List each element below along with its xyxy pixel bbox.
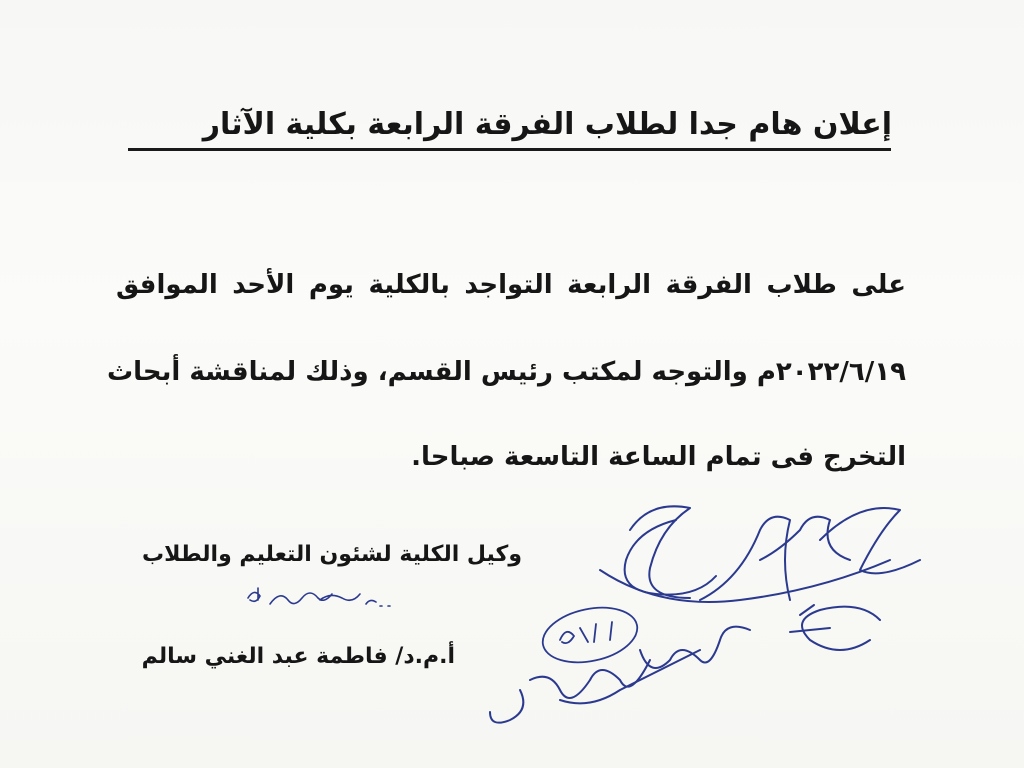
circled-date-mark [538,600,643,671]
signatory-role: وكيل الكلية لشئون التعليم والطلاب [142,542,522,567]
main-signature-scrawl [600,506,920,650]
title-underline [128,148,891,151]
lower-signature-scrawl [490,627,750,723]
body-line-2: ٢٠٢٢/٦/١٩م والتوجه لمكتب رئيس القسم، وذلك لمناقشة أبحاث [106,357,906,387]
body-line-1: على طلاب الفرقة الرابعة التواجد بالكلية يوم الأحد الموافق [116,270,906,300]
announcement-title: إعلان هام جدا لطلاب الفرقة الرابعة بكلية الآثار [202,107,892,142]
body-line-3: التخرج فى تمام الساعة التاسعة صباحا. [411,442,906,472]
signatory-name: أ.م.د/ فاطمة عبد الغني سالم [141,644,455,669]
small-handwritten-note [248,588,390,606]
